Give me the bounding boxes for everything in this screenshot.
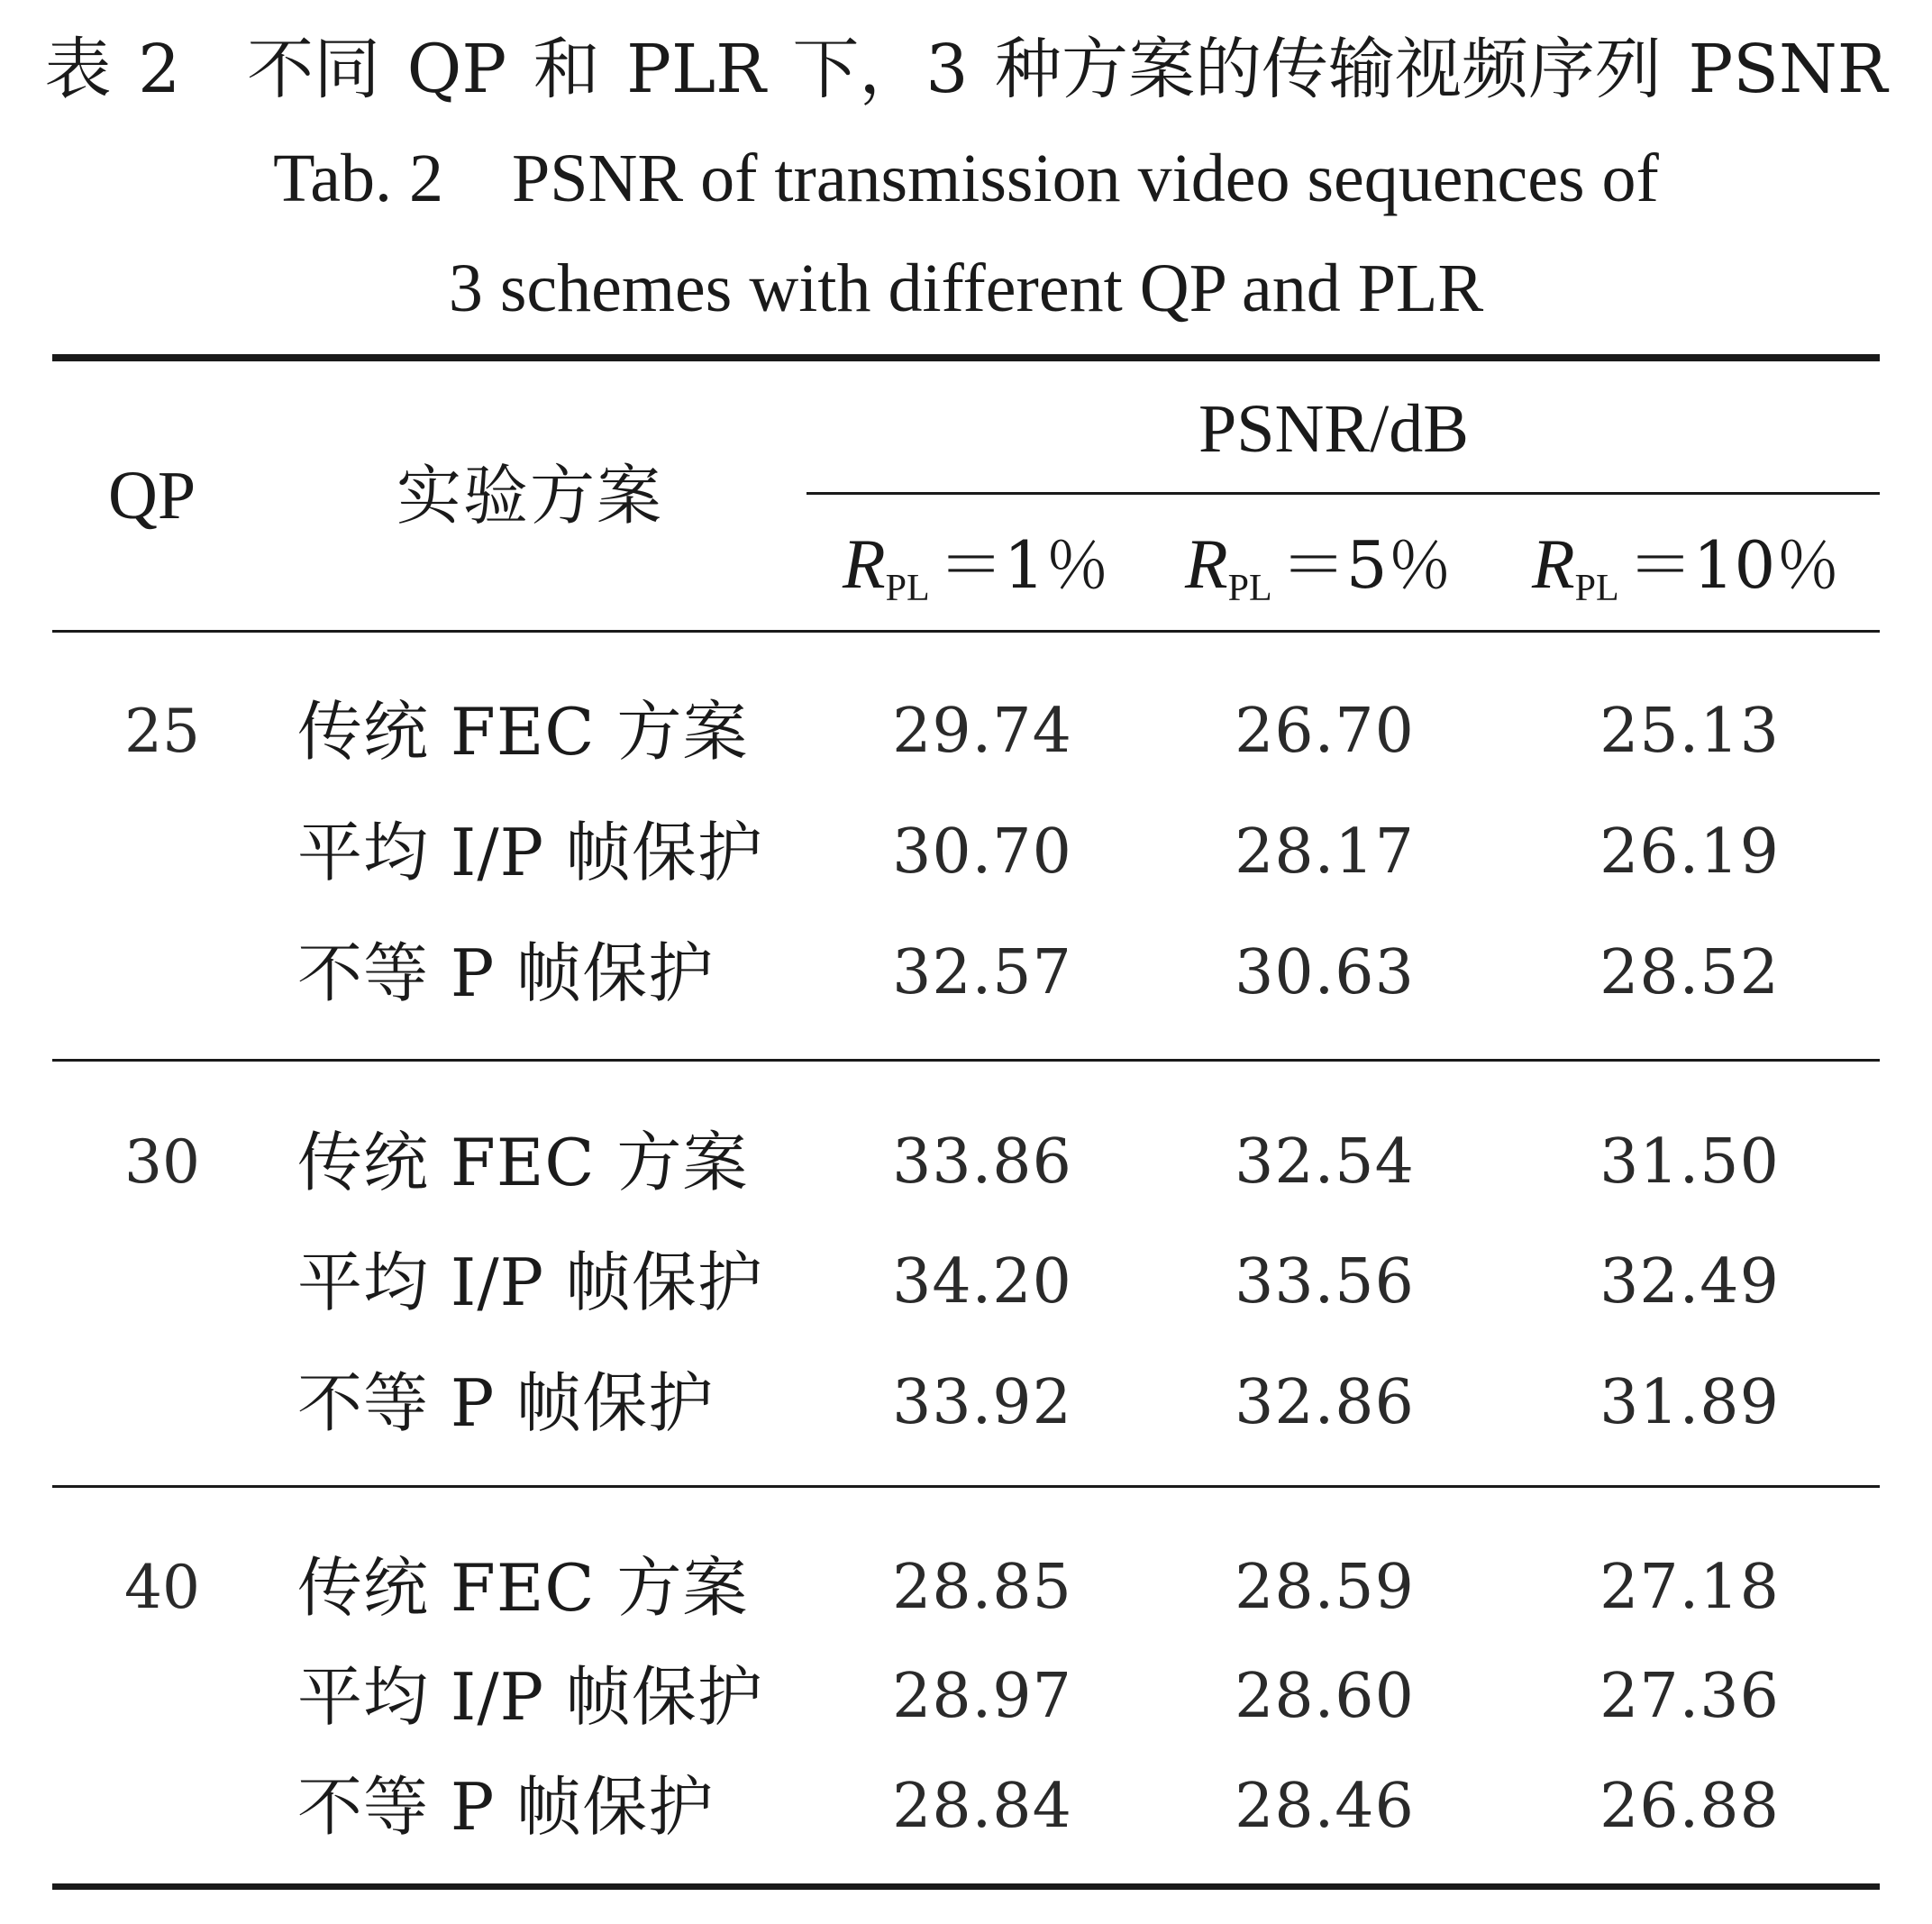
header-bottom-rule bbox=[52, 630, 1880, 633]
column-header-qp: QP bbox=[108, 458, 196, 533]
psnr-value: 28.59 bbox=[1235, 1552, 1415, 1623]
plr-subscript: PL bbox=[885, 568, 930, 609]
psnr-value: 28.85 bbox=[892, 1552, 1072, 1623]
column-header-plr-1 bbox=[843, 524, 1110, 609]
plr-equals: ＝ bbox=[1627, 527, 1693, 603]
scheme-name: 平均 I/P 帧保护 bbox=[297, 1245, 763, 1320]
psnr-value: 32.86 bbox=[1235, 1367, 1415, 1438]
psnr-value: 28.46 bbox=[1235, 1771, 1415, 1842]
column-header-scheme: 实验方案 bbox=[396, 458, 664, 533]
psnr-value: 32.57 bbox=[892, 937, 1072, 1008]
psnr-value: 32.54 bbox=[1235, 1126, 1415, 1198]
scheme-name: 不等 P 帧保护 bbox=[297, 1365, 715, 1441]
plr-subscript: PL bbox=[1574, 568, 1619, 609]
plr-equals: ＝ bbox=[1280, 527, 1346, 603]
table-caption-chinese: 表 2 不同 QP 和 PLR 下，3 种方案的传输视频序列 PSNR bbox=[44, 31, 1888, 108]
scheme-name: 传统 FEC 方案 bbox=[297, 1550, 749, 1626]
table-bottom-rule bbox=[52, 1883, 1880, 1890]
psnr-value: 28.84 bbox=[892, 1771, 1072, 1842]
psnr-value: 27.36 bbox=[1599, 1661, 1780, 1732]
psnr-value: 28.97 bbox=[892, 1661, 1072, 1732]
psnr-value: 33.86 bbox=[892, 1126, 1072, 1198]
qp-value: 30 bbox=[124, 1127, 200, 1197]
plr-equals: ＝ bbox=[938, 527, 1004, 603]
psnr-value: 30.63 bbox=[1235, 937, 1415, 1008]
scheme-name: 不等 P 帧保护 bbox=[297, 1769, 715, 1845]
plr-symbol: R bbox=[843, 524, 886, 603]
scheme-name: 平均 I/P 帧保护 bbox=[297, 815, 763, 890]
psnr-value: 33.92 bbox=[892, 1367, 1072, 1438]
psnr-value: 26.88 bbox=[1599, 1771, 1780, 1842]
plr-subscript: PL bbox=[1227, 568, 1272, 609]
psnr-value: 28.60 bbox=[1235, 1661, 1415, 1732]
psnr-value: 32.49 bbox=[1599, 1246, 1780, 1318]
qp-value: 25 bbox=[124, 697, 200, 766]
scheme-name: 不等 P 帧保护 bbox=[297, 935, 715, 1011]
column-header-plr-2 bbox=[1185, 524, 1453, 609]
psnr-value: 31.89 bbox=[1599, 1367, 1780, 1438]
psnr-value: 28.52 bbox=[1599, 937, 1780, 1008]
plr-symbol: R bbox=[1185, 524, 1228, 603]
psnr-value: 26.70 bbox=[1235, 696, 1415, 767]
psnr-header-rule bbox=[807, 492, 1880, 495]
table-caption-english-line2: 3 schemes with different QP and PLR bbox=[448, 251, 1484, 326]
psnr-value: 26.19 bbox=[1599, 816, 1780, 888]
scheme-name: 传统 FEC 方案 bbox=[297, 1125, 749, 1200]
psnr-value: 27.18 bbox=[1599, 1552, 1780, 1623]
scheme-name: 平均 I/P 帧保护 bbox=[297, 1659, 763, 1735]
group-separator-rule bbox=[52, 1059, 1880, 1062]
psnr-value: 28.17 bbox=[1235, 816, 1415, 888]
psnr-value: 31.50 bbox=[1599, 1126, 1780, 1198]
psnr-value: 25.13 bbox=[1599, 696, 1780, 767]
plr-value: 10％ bbox=[1692, 527, 1841, 603]
qp-value: 40 bbox=[124, 1553, 200, 1622]
group-separator-rule bbox=[52, 1485, 1880, 1488]
psnr-value: 34.20 bbox=[892, 1246, 1072, 1318]
plr-value: 1％ bbox=[1003, 527, 1110, 603]
column-header-psnr: PSNR/dB bbox=[1198, 391, 1469, 467]
psnr-value: 29.74 bbox=[892, 696, 1072, 767]
psnr-value: 30.70 bbox=[892, 816, 1072, 888]
scheme-name: 传统 FEC 方案 bbox=[297, 694, 749, 770]
plr-symbol: R bbox=[1532, 524, 1575, 603]
column-header-plr-3 bbox=[1532, 524, 1841, 609]
table-caption-english-line1: Tab. 2 PSNR of transmission video sequences of bbox=[273, 141, 1659, 216]
plr-value: 5％ bbox=[1345, 527, 1453, 603]
psnr-value: 33.56 bbox=[1235, 1246, 1415, 1318]
table-top-rule bbox=[52, 354, 1880, 361]
